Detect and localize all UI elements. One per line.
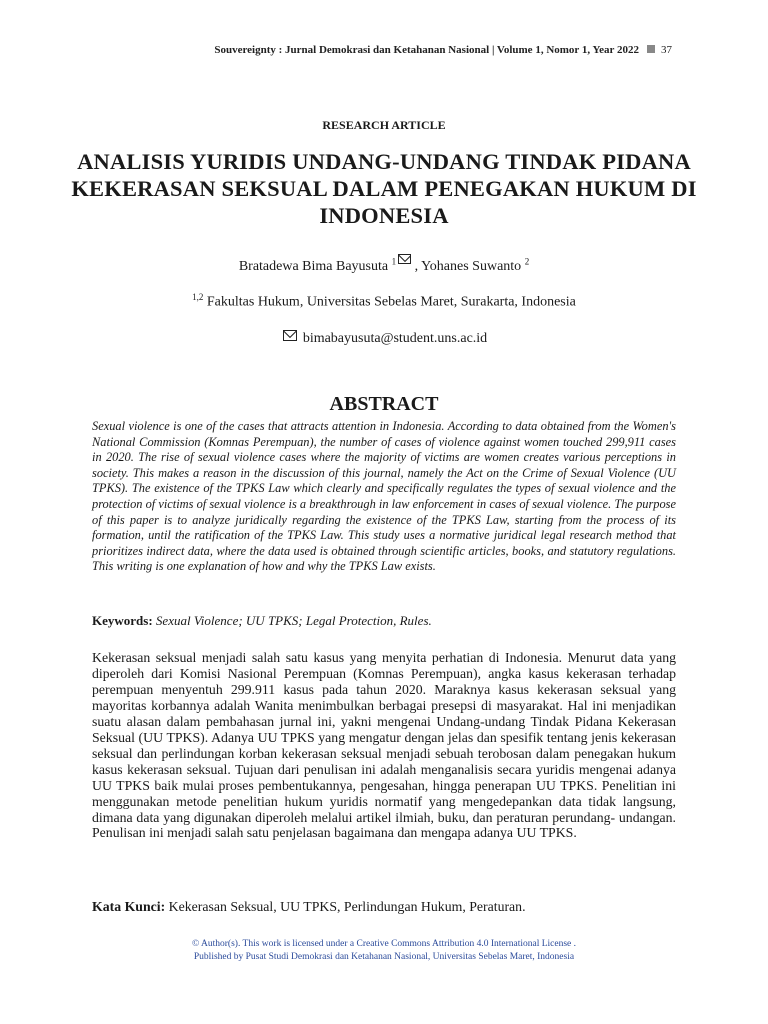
affiliation bbox=[0, 292, 768, 311]
author-2-name: Yohanes Suwanto bbox=[421, 259, 522, 274]
kata-kunci-list: Kekerasan Seksual, UU TPKS, Perlindungan Hukum, Peraturan. bbox=[168, 899, 526, 914]
corresponding-mail-icon bbox=[398, 254, 411, 264]
affiliation-mark: 1,2 bbox=[192, 292, 204, 302]
publisher-notice: Published by Pusat Studi Demokrasi dan Ketahanan Nasional, Universitas Sebelas Maret, Indonesia bbox=[193, 951, 575, 962]
author-1-name: Bratadewa Bima Bayusuta bbox=[238, 259, 389, 274]
kata-kunci-line bbox=[92, 899, 676, 915]
square-bullet-icon bbox=[647, 45, 655, 53]
article-title: ANALISIS YURIDIS UNDANG-UNDANG TINDAK PIDANA KEKERASAN SEKSUAL DALAM PENEGAKAN HUKUM DI INDONESIA bbox=[71, 149, 697, 228]
author-1-affiliation-mark: 1 bbox=[391, 256, 397, 267]
author-2-affiliation-mark: 2 bbox=[524, 256, 530, 267]
abstrak-body: Kekerasan seksual menjadi salah satu kasus yang menyita perhatian di Indonesia. Menurut data yang diperoleh dari Komisi Nasional Perempuan (Komnas Perempuan), angka kasus kekerasan terhadap perempuan menyentuh 299.911 kasus pada tahun 2020. Maraknya kasus kekerasan seksual yang mayoritas korbannya adalah Wanita menimbulkan berbagai presepsi di masyarakat. Hal ini menjadikan suatu alasan dalam pembahasan jurnal ini, yakni mengenai Undang-undang Tindak Pidana Kekerasan Seksual (UU TPKS). Adanya UU TPKS yang mengatur dengan jelas dan spesifik tentang jenis kekerasan seksual dan perlindungan korban kekerasan seksual menjadi sebuah terobosan dalam penegakan hukum kasus kekerasan seksual. Tujuan dari penulisan ini adalah menganalisis secara yuridis mengenai adanya UU TPKS baik mulai proses pembentukannya, pengesahan, hingga penerapan UU TPKS. Penelitian ini menggunakan metode penelitian hukum yuridis normatif yang mengedepankan data tidak langsung, dimana data yang digunakan diperoleh melalui artikel ilmiah, buku, dan peraturan perundang- undangan. Penulisan ini menjadi salah satu penjelasan bagaimana dan mengapa adanya UU TPKS. bbox=[92, 650, 676, 841]
article-type-label: RESEARCH ARTICLE bbox=[322, 118, 446, 132]
running-header bbox=[0, 44, 672, 56]
author-line bbox=[0, 254, 768, 275]
email-line bbox=[0, 330, 768, 347]
license-footer bbox=[0, 938, 768, 963]
author-separator: , bbox=[411, 259, 422, 274]
abstract-heading: ABSTRACT bbox=[329, 393, 439, 415]
keywords-label: Keywords: bbox=[92, 613, 153, 628]
envelope-icon bbox=[283, 330, 297, 341]
kata-kunci-label: Kata Kunci: bbox=[92, 899, 166, 914]
page-number: 37 bbox=[661, 44, 672, 56]
keywords-list: Sexual Violence; UU TPKS; Legal Protection, Rules. bbox=[155, 613, 432, 628]
abstract-body: Sexual violence is one of the cases that attracts attention in Indonesia. According to data obtained from the Women's National Commission (Komnas Perempuan), the number of cases of violence against women touched 299,911 cases in 2020. The rise of sexual violence cases where the majority of victims are women creates various perceptions in society. This makes a reason in the discussion of this journal, namely the Act on the Crime of Sexual Violence (UU TPKS). The existence of the TPKS Law which clearly and specifically regulates the types of sexual violence and the protection of victims of sexual violence is a breakthrough in law enforcement in cases of sexual violence. The purpose of this paper is to analyze juridically regarding the existence of the TPKS Law, starting from the process of its formation, until the ratification of the TPKS Law. This study uses a normative juridical legal research method that prioritizes indirect data, where the data used is obtained through scientific articles, books, and statutory regulations. This writing is one explanation of how and why the TPKS Law exists. bbox=[92, 419, 676, 574]
affiliation-text: Fakultas Hukum, Universitas Sebelas Maret, Surakarta, Indonesia bbox=[206, 294, 576, 310]
keywords-line bbox=[92, 613, 676, 629]
author-email[interactable]: bimabayusuta@student.uns.ac.id bbox=[302, 331, 488, 346]
license-notice-link[interactable]: © Author(s). This work is licensed under a Creative Commons Attribution 4.0 International License . bbox=[191, 939, 577, 949]
journal-citation: Souvereignty : Jurnal Demokrasi dan Ketahanan Nasional | Volume 1, Nomor 1, Year 2022 bbox=[214, 44, 639, 56]
